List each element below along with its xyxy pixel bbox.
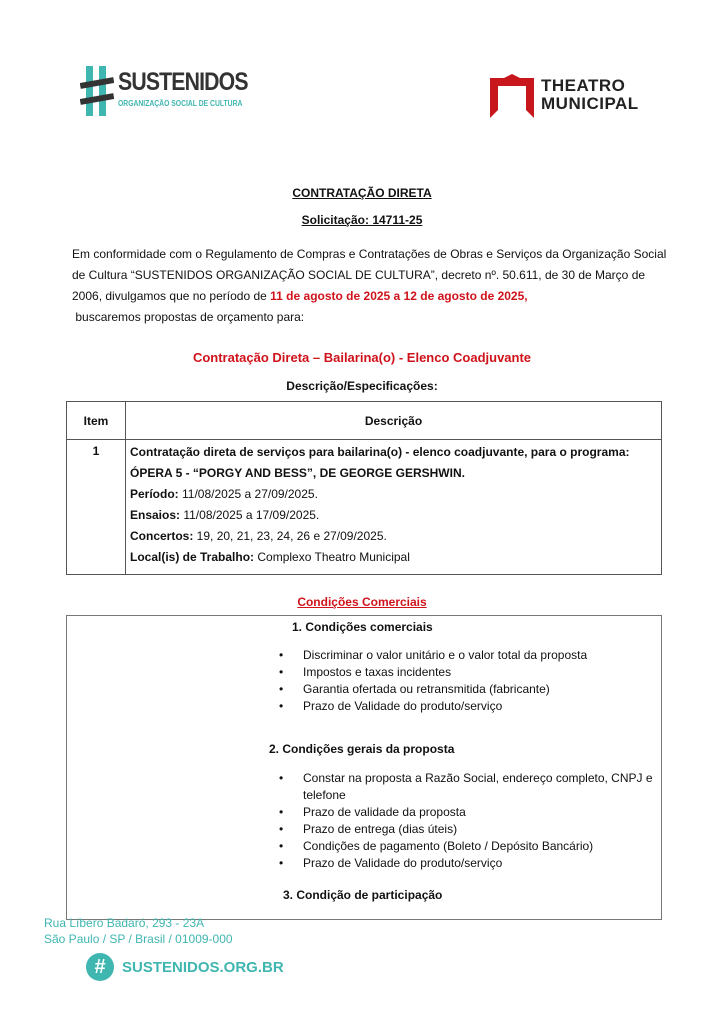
period-value: 11/08/2025 a 27/09/2025. xyxy=(178,487,318,501)
list-item: • Prazo de entrega (dias úteis) xyxy=(303,821,673,838)
list-item: • Discriminar o valor unitário e o valor total da proposta xyxy=(303,647,673,664)
item-number: 1 xyxy=(67,440,126,575)
desc-line1: Contratação direta de serviços para bailarina(o) - elenco coadjuvante, para o programa: xyxy=(130,445,630,459)
header-description: Descrição xyxy=(126,402,662,440)
rehearsal-value: 11/08/2025 a 17/09/2025. xyxy=(180,508,320,522)
spec-table xyxy=(66,401,662,575)
section2-title: 2. Condições gerais da proposta xyxy=(269,742,455,756)
section1-title: 1. Condições comerciais xyxy=(292,620,433,634)
subject-heading: Contratação Direta – Bailarina(o) - Elenco Coadjuvante xyxy=(192,350,532,365)
section3-title: 3. Condição de participação xyxy=(283,888,443,902)
list-item: • Impostos e taxas incidentes xyxy=(303,664,673,681)
address-line1: Rua Líbero Badaró, 293 - 23A xyxy=(44,916,205,930)
intro-paragraph xyxy=(72,244,672,328)
location-value: Complexo Theatro Municipal xyxy=(254,550,410,564)
theatre-arch-icon xyxy=(490,74,534,118)
intro-period: 11 de agosto de 2025 a 12 de agosto de 2025, xyxy=(270,289,528,303)
section1-list xyxy=(303,647,673,715)
logo-line2: MUNICIPAL xyxy=(541,94,639,113)
list-item: • Prazo de Validade do produto/serviço xyxy=(303,855,673,872)
hash-icon xyxy=(80,66,114,116)
logo-text: SUSTENIDOS xyxy=(118,68,248,96)
request-number: Solicitação: 14711-25 xyxy=(301,213,423,227)
footer-address xyxy=(44,915,233,947)
rehearsal-label: Ensaios: xyxy=(130,508,181,522)
hash-icon: # xyxy=(86,953,114,981)
logo-subtitle: ORGANIZAÇÃO SOCIAL DE CULTURA xyxy=(118,99,243,108)
logo-line1: THEATRO xyxy=(541,76,626,95)
item-description xyxy=(126,440,662,575)
conditions-title: Condições Comerciais xyxy=(297,595,427,609)
section2-list xyxy=(303,770,673,872)
concerts-label: Concertos: xyxy=(130,529,194,543)
theatro-municipal-logo xyxy=(490,74,660,118)
sustenidos-logo xyxy=(80,66,250,116)
address-line2: São Paulo / SP / Brasil / 01009-000 xyxy=(44,932,233,946)
list-item: • Condições de pagamento (Boleto / Depósito Bancário) xyxy=(303,838,673,855)
table-row xyxy=(67,440,662,575)
period-label: Período: xyxy=(130,487,179,501)
spec-label: Descrição/Especificações: xyxy=(286,379,438,393)
list-item: • Prazo de validade da proposta xyxy=(303,804,673,821)
list-item: • Garantia ofertada ou retransmitida (fabricante) xyxy=(303,681,673,698)
concerts-value: 19, 20, 21, 23, 24, 26 e 27/09/2025. xyxy=(193,529,387,543)
intro-text: Em conformidade com o Regulamento de Compras e Contratações de Obras e Serviços da Organização Social de Cultura “SUSTENIDOS ORGANIZAÇÃO SOCIAL DE CULTURA”, decreto nº. 50.611, de 30 de Março de 2006, divulgamos que no período de xyxy=(72,247,667,303)
website-link[interactable]: SUSTENIDOS.ORG.BR xyxy=(122,959,284,976)
location-label: Local(is) de Trabalho: xyxy=(130,550,255,564)
document-title: CONTRATAÇÃO DIRETA xyxy=(292,186,432,200)
list-item: • Prazo de Validade do produto/serviço xyxy=(303,698,673,715)
intro-text-2: buscaremos propostas de orçamento para: xyxy=(75,310,305,324)
list-item: • Constar na proposta a Razão Social, endereço completo, CNPJ e telefone xyxy=(303,770,673,804)
header-item: Item xyxy=(67,402,126,440)
desc-line2: ÓPERA 5 - “PORGY AND BESS”, DE GEORGE GERSHWIN. xyxy=(130,466,465,480)
